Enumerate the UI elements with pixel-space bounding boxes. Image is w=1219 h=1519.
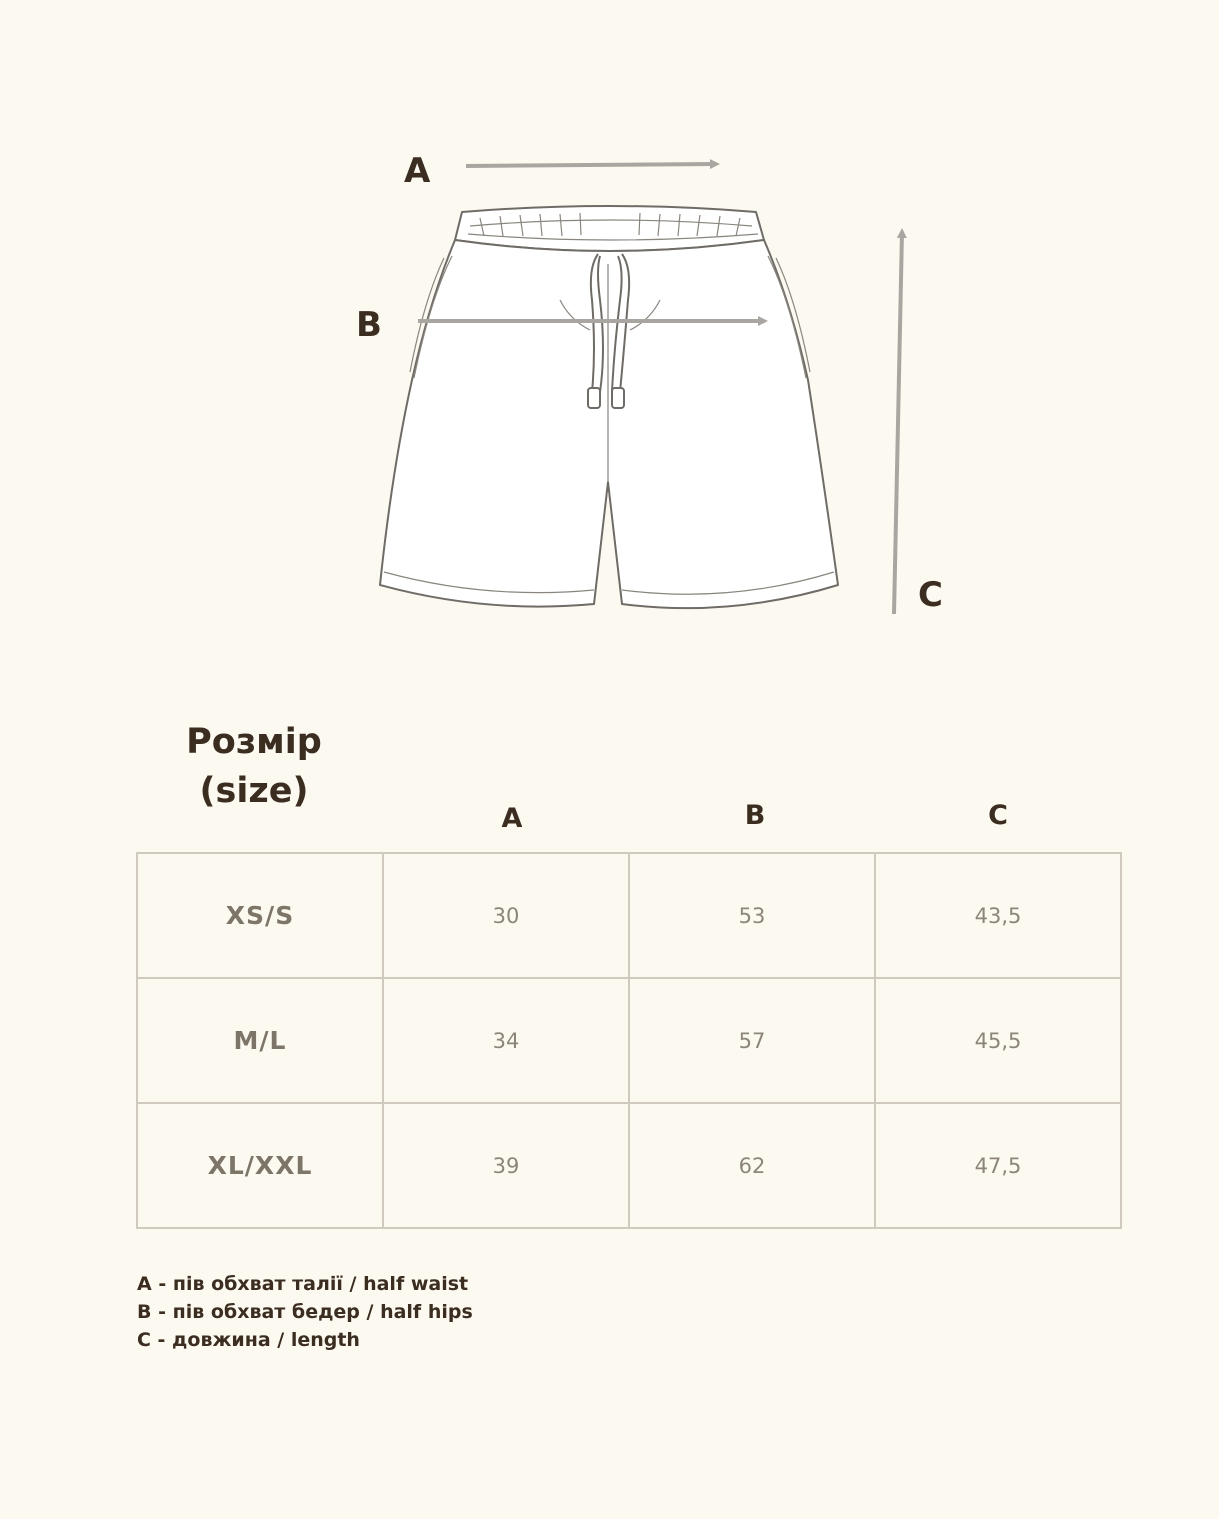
column-header-a: A [501, 803, 523, 834]
label-c: C [918, 575, 943, 615]
value-cell-c: 45,5 [875, 978, 1121, 1103]
size-cell: XL/XXL [137, 1103, 383, 1228]
column-header-b: B [744, 800, 766, 831]
value-cell-a: 30 [383, 853, 629, 978]
legend-item-b: B - пів обхват бедер / half hips [137, 1301, 473, 1323]
size-title [136, 718, 372, 816]
column-header-c: C [988, 800, 1008, 831]
value-cell-c: 43,5 [875, 853, 1121, 978]
size-table [136, 852, 1122, 1229]
legend-item-c: C - довжина / length [137, 1329, 360, 1351]
shorts-outline [380, 206, 838, 608]
shorts-diagram [0, 0, 1219, 680]
arrow-c [894, 232, 902, 614]
legend [137, 1270, 473, 1354]
size-cell: XS/S [137, 853, 383, 978]
size-title-line1: Розмір [186, 722, 322, 762]
table-row [137, 1103, 1121, 1228]
table-row [137, 853, 1121, 978]
value-cell-b: 62 [629, 1103, 875, 1228]
value-cell-b: 53 [629, 853, 875, 978]
legend-item-a: A - пів обхват талії / half waist [137, 1273, 469, 1295]
shorts-sketch-svg [0, 0, 1219, 680]
label-a: A [404, 151, 431, 191]
value-cell-b: 57 [629, 978, 875, 1103]
value-cell-a: 39 [383, 1103, 629, 1228]
arrow-a [466, 164, 716, 166]
label-b: B [356, 305, 382, 345]
value-cell-c: 47,5 [875, 1103, 1121, 1228]
value-cell-a: 34 [383, 978, 629, 1103]
size-cell: M/L [137, 978, 383, 1103]
size-title-line2: (size) [199, 771, 309, 811]
table-row [137, 978, 1121, 1103]
